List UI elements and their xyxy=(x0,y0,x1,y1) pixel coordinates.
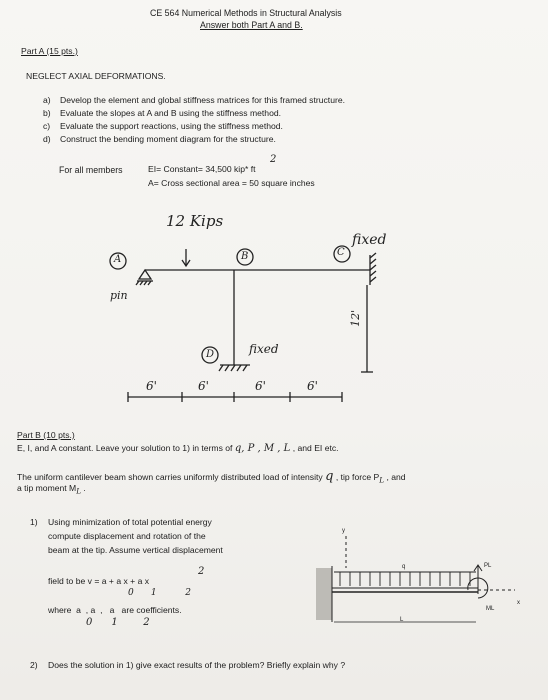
node-b-label: B xyxy=(241,251,249,262)
ei-exponent: 2 xyxy=(270,154,277,165)
fixed-c-label: fixed xyxy=(352,232,387,248)
line2-end: . xyxy=(83,483,86,493)
where-line: where a , a , a are coefficients. xyxy=(48,605,182,615)
q1-line-1: Using minimization of total potential energy xyxy=(48,517,212,527)
line1-sub: L xyxy=(379,475,385,485)
part-b-heading: Part B (10 pts.) xyxy=(17,430,75,440)
fixed-d-label: fixed xyxy=(249,342,279,356)
intro-suffix: , and EI etc. xyxy=(292,443,339,453)
task-a-letter: a) xyxy=(43,95,51,105)
line1-prefix: The uniform cantilever beam shown carries uniformly distributed load of intensity xyxy=(17,472,323,482)
load-label: 12 Kips xyxy=(166,212,224,230)
q2-text: Does the solution in 1) give exact results of the problem? Briefly explain why ? xyxy=(48,660,346,670)
q1-line-3: beam at the tip. Assume vertical displacement xyxy=(48,545,223,555)
where-subscripts: 0 1 2 xyxy=(86,617,150,628)
course-title: CE 564 Numerical Methods in Structural Analysis xyxy=(150,8,342,18)
q1-line-2: compute displacement and rotation of the xyxy=(48,531,206,541)
members-label: For all members xyxy=(59,165,123,175)
instruction-line: Answer both Part A and B. xyxy=(200,20,303,30)
beam-pl-label: PL xyxy=(484,563,492,569)
task-a-text: Develop the element and global stiffness matrices for this framed structure. xyxy=(60,95,346,105)
node-d-label: D xyxy=(206,349,215,360)
beam-ml-label: ML xyxy=(486,606,495,612)
span-label-4: 6' xyxy=(307,379,318,393)
intro-prefix: E, I, and A constant. Leave your solution to 1) in terms of xyxy=(17,443,233,453)
neglect-note: NEGLECT AXIAL DEFORMATIONS. xyxy=(26,71,166,81)
task-b-letter: b) xyxy=(43,108,51,118)
field-subscripts: 0 1 2 xyxy=(128,588,191,598)
intro-vars: q, P , M , L xyxy=(234,443,291,454)
beam-q-label: q xyxy=(402,564,406,570)
node-a-label: A xyxy=(114,254,122,265)
field-equation: field to be v = a + a x + a x xyxy=(48,576,150,586)
field-exponent: 2 xyxy=(198,566,205,577)
task-c-letter: c) xyxy=(43,121,51,131)
task-b-text: Evaluate the slopes at A and B using the stiffness method. xyxy=(60,108,282,118)
q1-number: 1) xyxy=(30,517,38,527)
node-c-label: C xyxy=(337,247,345,258)
pin-label: pin xyxy=(110,289,128,302)
area-text: A= Cross sectional area = 50 square inches xyxy=(148,178,315,188)
span-label-1: 6' xyxy=(146,379,157,393)
beam-l-label: L xyxy=(400,617,404,623)
height-label: 12' xyxy=(349,309,363,327)
line2-prefix: a tip moment M xyxy=(17,483,77,493)
q2-number: 2) xyxy=(30,660,38,670)
ei-text: EI= Constant= 34,500 kip* ft xyxy=(148,164,256,174)
part-a-heading: Part A (15 pts.) xyxy=(21,46,78,56)
span-label-3: 6' xyxy=(255,379,266,393)
beam-x-label: x xyxy=(517,600,520,606)
line1-mid: , tip force P xyxy=(335,472,380,482)
beam-y-label: y xyxy=(342,528,345,534)
span-label-2: 6' xyxy=(198,379,209,393)
task-d-letter: d) xyxy=(43,134,51,144)
task-c-text: Evaluate the support reactions, using the stiffness method. xyxy=(60,121,283,131)
line1-q: q xyxy=(325,469,334,484)
task-d-text: Construct the bending moment diagram for the structure. xyxy=(60,134,276,144)
line2-sub: L xyxy=(76,486,81,496)
line1-end: , and xyxy=(386,472,406,482)
